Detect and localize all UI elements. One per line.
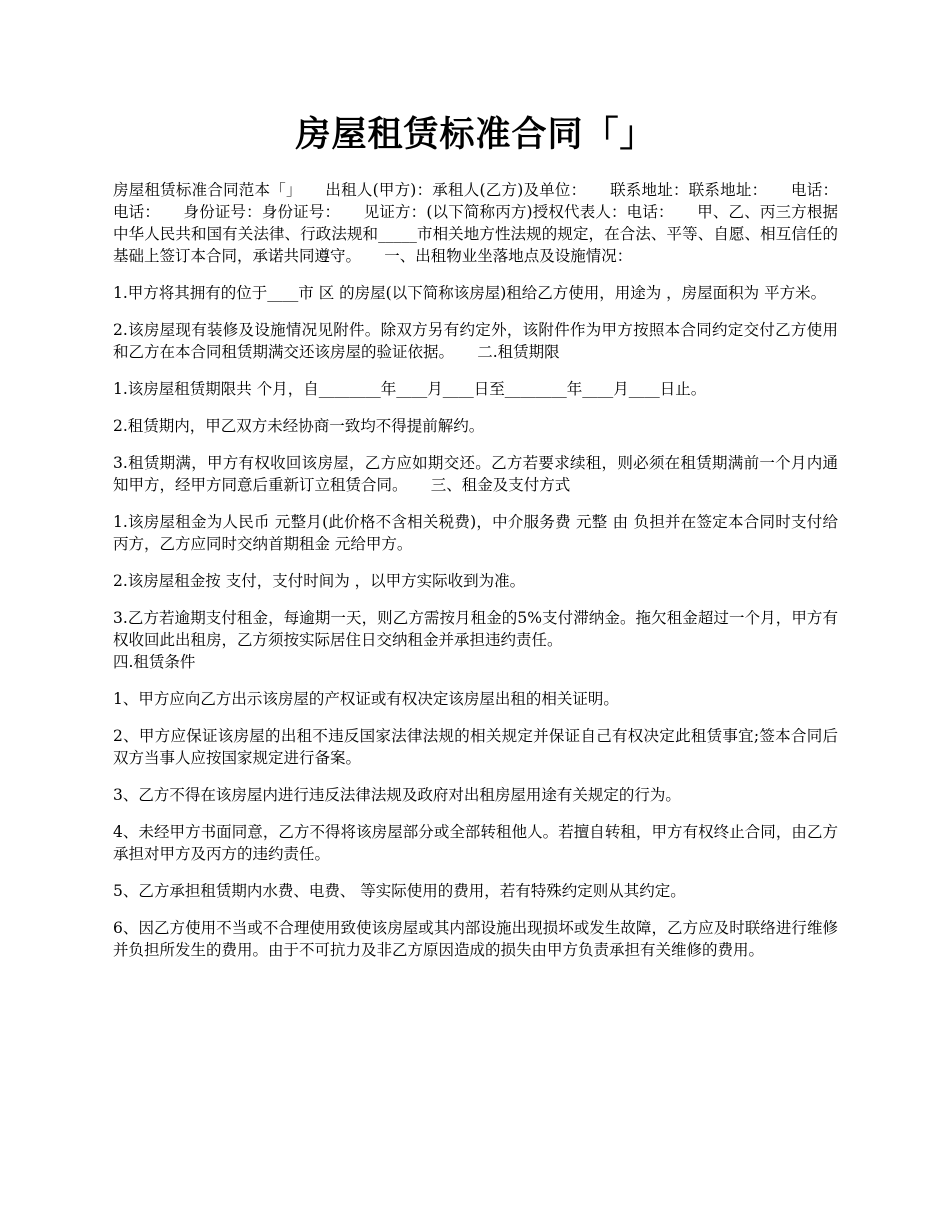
clause-4-5: 5、乙方承担租赁期内水费、电费、 等实际使用的费用，若有特殊约定则从其约定。 <box>113 882 686 900</box>
section-4-heading: 四.租赁条件 <box>113 653 196 671</box>
intro-paragraph: 房屋租赁标准合同范本「」 出租人(甲方)：承租人(乙方)及单位： 联系地址：联系地址： 电话：电话： 身份证号：身份证号： 见证方：(以下简称丙方)授权代表人：电话： 甲、乙、丙三方根据中华人民共和国有关法律、行政法规和_____市相关地方性法规的规定，在合法、平等、自愿、相互信任的基础上签订本合同，承诺共同遵守。 一、出租物业坐落地点及设施情况： <box>113 181 838 265</box>
clause-4-6: 6、因乙方使用不当或不合理使用致使该房屋或其内部设施出现损坏或发生故障，乙方应及时联络进行维修并负担所发生的费用。由于不可抗力及非乙方原因造成的损失由甲方负责承担有关维修的费用。 <box>113 919 838 959</box>
clause-3-3: 3.乙方若逾期支付租金，每逾期一天，则乙方需按月租金的5%支付滞纳金。拖欠租金超过一个月，甲方有权收回此出租房，乙方须按实际居住日交纳租金并承担违约责任。 <box>113 609 838 649</box>
document-title: 房屋租赁标准合同「」 <box>295 115 656 155</box>
clause-2-3: 3.租赁期满，甲方有权收回该房屋，乙方应如期交还。乙方若要求续租，则必须在租赁期满前一个月内通知甲方，经甲方同意后重新订立租赁合同。 三、租金及支付方式 <box>113 454 838 494</box>
clause-1-1: 1.甲方将其拥有的位于____市 区 的房屋(以下简称该房屋)租给乙方使用，用途为 ，房屋面积为 平方米。 <box>113 284 827 302</box>
clause-4-2: 2、甲方应保证该房屋的出租不违反国家法律法规的相关规定并保证自己有权决定此租赁事宜;签本合同后双方当事人应按国家规定进行备案。 <box>113 727 838 767</box>
clause-4-4: 4、未经甲方书面同意，乙方不得将该房屋部分或全部转租他人。若擅自转租，甲方有权终止合同，由乙方承担对甲方及丙方的违约责任。 <box>113 823 838 863</box>
clause-3-2: 2.该房屋租金按 支付，支付时间为 ，以甲方实际收到为准。 <box>113 572 526 590</box>
document-page <box>113 112 838 976</box>
clause-2-1: 1.该房屋租赁期限共 个月，自________年____月____日至________年____月____日止。 <box>113 380 707 398</box>
clause-1-2: 2.该房屋现有装修及设施情况见附件。除双方另有约定外，该附件作为甲方按照本合同约定交付乙方使用和乙方在本合同租赁期满交还该房屋的验证依据。 二.租赁期限 <box>113 321 838 361</box>
clause-4-3: 3、乙方不得在该房屋内进行违反法律法规及政府对出租房屋用途有关规定的行为。 <box>113 786 681 804</box>
clause-2-2: 2.租赁期内，甲乙双方未经协商一致均不得提前解约。 <box>113 417 485 435</box>
clause-4-1: 1、甲方应向乙方出示该房屋的产权证或有权决定该房屋出租的相关证明。 <box>113 690 619 708</box>
clause-3-1: 1.该房屋租金为人民币 元整月(此价格不含相关税费)，中介服务费 元整 由 负担并在签定本合同时支付给丙方，乙方应同时交纳首期租金 元给甲方。 <box>113 513 838 553</box>
